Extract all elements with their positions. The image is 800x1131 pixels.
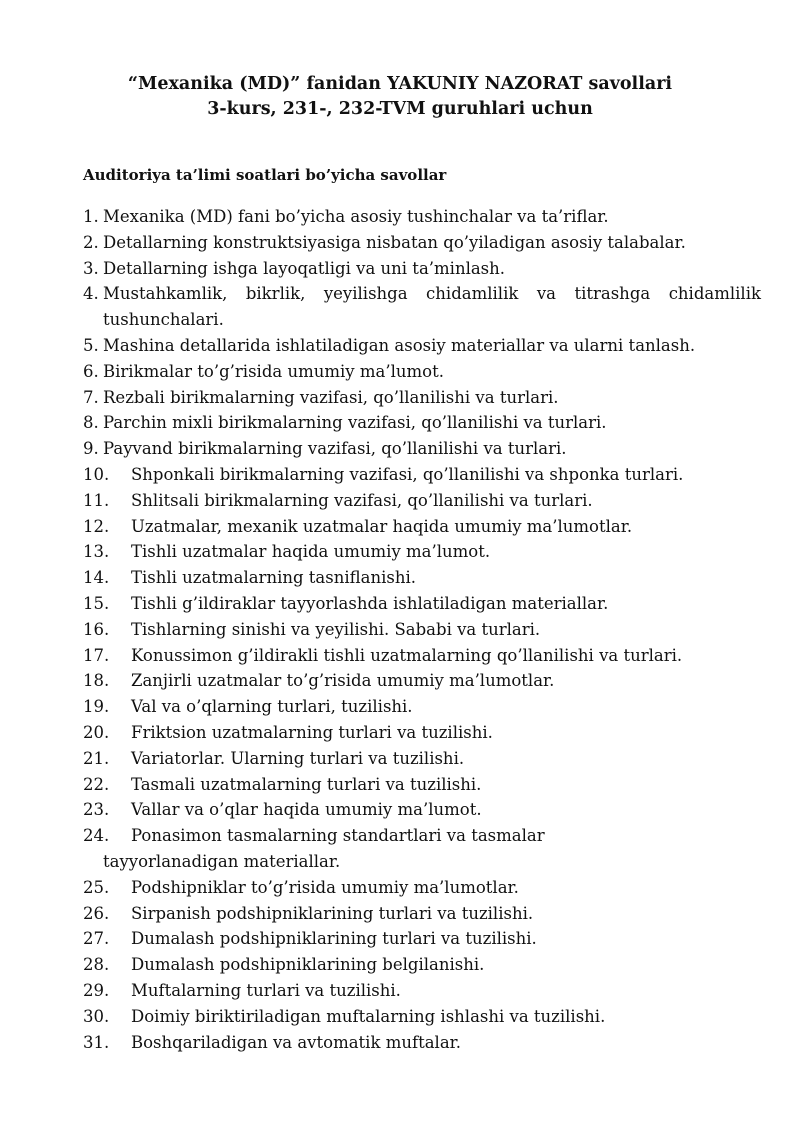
title-line-2: 3-kurs, 231-, 232-TVM guruhlari uchun — [207, 99, 593, 119]
question-text: Tishli uzatmalar haqida umumiy ma’lumot. — [131, 542, 491, 562]
list-item — [83, 668, 761, 694]
question-text: Detallarning konstruktsiyasiga nisbatan qo’yiladigan asosiy talabalar. — [103, 232, 686, 252]
question-text: Doimiy biriktiriladigan muftalarning ishlashi va tuzilishi. — [131, 1006, 606, 1026]
question-number: 16. — [83, 619, 110, 639]
list-item — [83, 436, 761, 462]
list-item — [83, 797, 761, 823]
question-text: Zanjirli uzatmalar to’g’risida umumiy ma’lumotlar. — [131, 671, 555, 691]
list-item — [83, 720, 761, 746]
question-text: Payvand birikmalarning vazifasi, qo’llanilishi va turlari. — [103, 439, 567, 459]
question-text: Dumalash podshipniklarining belgilanishi. — [131, 955, 485, 975]
question-number: 27. — [83, 929, 110, 949]
question-text: Friktsion uzatmalarning turlari va tuzilishi. — [131, 722, 493, 742]
question-number: 6. — [83, 361, 99, 381]
question-text: Mashina detallarida ishlatiladigan asosiy materiallar va ularni tanlash. — [103, 335, 696, 355]
list-item — [83, 694, 761, 720]
question-number: 24. — [83, 826, 110, 846]
question-text: Tishlarning sinishi va yeyilishi. Sababi va turlari. — [131, 619, 541, 639]
question-text-line-2: tayyorlanadigan materiallar. — [103, 851, 341, 871]
question-number: 1. — [83, 207, 99, 226]
list-item — [83, 385, 761, 411]
question-text: Detallarning ishga layoqatligi va uni ta’minlash. — [103, 258, 506, 278]
list-item — [83, 462, 761, 488]
list-item — [83, 926, 761, 952]
question-text: Rezbali birikmalarning vazifasi, qo’llanilishi va turlari. — [103, 387, 559, 407]
question-text: Mustahkamlik, bikrlik, yeyilishga chidamlilik va titrashga chidamlilik tushunchalari. — [103, 284, 761, 330]
question-text: Mexanika (MD) fani bo’yicha asosiy tushinchalar va ta’riflar. — [103, 207, 609, 226]
list-item — [83, 1004, 761, 1030]
question-number: 17. — [83, 645, 110, 665]
page-title — [0, 72, 800, 122]
question-text: Muftalarning turlari va tuzilishi. — [131, 980, 401, 1000]
list-item — [83, 539, 761, 565]
question-number: 2. — [83, 232, 99, 252]
title-line-1: “Mexanika (MD)” fanidan YAKUNIY NAZORAT savollari — [127, 74, 673, 94]
question-text: Val va o’qlarning turlari, tuzilishi. — [131, 697, 413, 717]
question-number: 11. — [83, 490, 110, 510]
list-item — [83, 488, 761, 514]
question-number: 13. — [83, 542, 110, 562]
question-text-line-1: Ponasimon tasmalarning standartlari va tasmalar — [131, 826, 545, 846]
list-item — [83, 823, 761, 875]
question-text: Vallar va o’qlar haqida umumiy ma’lumot. — [131, 800, 482, 820]
list-item — [83, 410, 761, 436]
question-text: Konussimon g’ildirakli tishli uzatmalarning qo’llanilishi va turlari. — [131, 645, 683, 665]
list-item — [83, 617, 761, 643]
list-item — [83, 772, 761, 798]
question-number: 29. — [83, 980, 110, 1000]
question-number: 5. — [83, 335, 99, 355]
list-item — [83, 875, 761, 901]
question-number: 15. — [83, 593, 110, 613]
question-number: 26. — [83, 903, 110, 923]
list-item — [83, 359, 761, 385]
question-text: Parchin mixli birikmalarning vazifasi, qo’llanilishi va turlari. — [103, 413, 607, 433]
list-item — [83, 256, 761, 282]
question-number: 30. — [83, 1006, 110, 1026]
question-text: Uzatmalar, mexanik uzatmalar haqida umumiy ma’lumotlar. — [131, 516, 633, 536]
question-number: 3. — [83, 258, 99, 278]
question-number: 14. — [83, 568, 110, 588]
question-number: 21. — [83, 748, 110, 768]
question-number: 20. — [83, 722, 110, 742]
question-number: 7. — [83, 387, 99, 407]
question-number: 10. — [83, 464, 110, 484]
list-item — [83, 746, 761, 772]
question-number: 31. — [83, 1032, 110, 1052]
question-text: Tishli g’ildiraklar tayyorlashda ishlatiladigan materiallar. — [131, 593, 609, 613]
question-text: Shlitsali birikmalarning vazifasi, qo’llanilishi va turlari. — [131, 490, 593, 510]
question-text: Birikmalar to’g’risida umumiy ma’lumot. — [103, 361, 444, 381]
question-text: Dumalash podshipniklarining turlari va tuzilishi. — [131, 929, 537, 949]
question-number: 12. — [83, 516, 110, 536]
question-text: Variatorlar. Ularning turlari va tuzilishi. — [131, 748, 465, 768]
list-item — [83, 565, 761, 591]
question-text: Tasmali uzatmalarning turlari va tuzilishi. — [131, 774, 482, 794]
list-item — [83, 1030, 761, 1056]
question-text: Podshipniklar to’g’risida umumiy ma’lumotlar. — [131, 877, 519, 897]
question-number: 19. — [83, 697, 110, 717]
question-number: 9. — [83, 439, 99, 459]
question-number: 22. — [83, 774, 110, 794]
question-text: Sirpanish podshipniklarining turlari va tuzilishi. — [131, 903, 534, 923]
question-number: 4. — [83, 284, 99, 304]
section-heading: Auditoriya ta’limi soatlari bo’yicha savollar — [83, 166, 447, 184]
list-item — [83, 333, 761, 359]
list-item — [83, 281, 761, 333]
question-number: 25. — [83, 877, 110, 897]
list-item — [83, 952, 761, 978]
list-item — [83, 643, 761, 669]
question-number: 23. — [83, 800, 110, 820]
list-item — [83, 978, 761, 1004]
question-text: Boshqariladigan va avtomatik muftalar. — [131, 1032, 461, 1052]
question-number: 28. — [83, 955, 110, 975]
question-number: 8. — [83, 413, 99, 433]
list-item — [83, 204, 761, 230]
question-text: Tishli uzatmalarning tasniflanishi. — [131, 568, 416, 588]
list-item — [83, 230, 761, 256]
list-item — [83, 514, 761, 540]
list-item — [83, 901, 761, 927]
list-item — [83, 591, 761, 617]
question-list — [83, 204, 761, 1055]
question-number: 18. — [83, 671, 110, 691]
question-text: Shponkali birikmalarning vazifasi, qo’llanilishi va shponka turlari. — [131, 464, 684, 484]
